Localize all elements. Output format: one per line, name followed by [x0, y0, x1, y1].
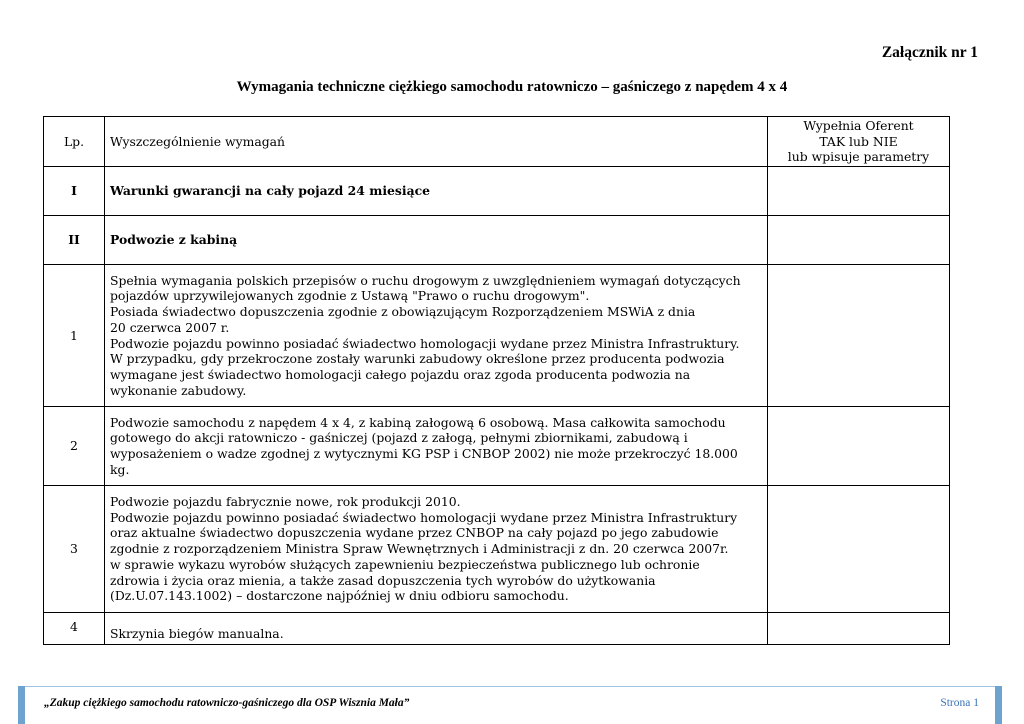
row-spec [105, 486, 768, 613]
spec-line: W przypadku, gdy przekroczone zostały warunki zabudowy określone przez producenta podwozia [110, 351, 725, 367]
table-row [44, 216, 950, 265]
spec-line: Posiada świadectwo dopuszczenia zgodnie z obowiązującym Rozporządzeniem MSWiA z dnia [110, 304, 696, 320]
header-bidder-line: Wypełnia Oferent [803, 117, 914, 133]
row-spec [105, 407, 768, 486]
spec-line: Podwozie pojazdu powinno posiadać świadectwo homologacji wydane przez Ministra Infrastruktury. [110, 335, 740, 351]
page-number: Strona 1 [940, 697, 979, 709]
row-spec [105, 167, 768, 216]
spec-line: (Dz.U.07.143.1002) – dostarczone najpóźniej w dniu odbioru samochodu. [110, 588, 569, 604]
table-row [44, 265, 950, 407]
spec-line: wykonanie zabudowy. [110, 382, 247, 398]
spec-line: oraz aktualne świadectwo dopuszczenia wydane przez CNBOP na cały pojazd po jego zabudowie [110, 525, 719, 541]
table-row [44, 407, 950, 486]
spec-line: kg. [110, 461, 130, 477]
header-spec: Wyszczególnienie wymagań [105, 117, 768, 167]
row-bidder-cell[interactable] [768, 216, 950, 265]
spec-line: zdrowia i życia oraz mienia, a także zasad dopuszczenia tych wyrobów do użytkowania [110, 572, 656, 588]
footer-accent-left [18, 686, 25, 724]
footer-accent-right [995, 686, 1002, 724]
row-lp: II [44, 216, 105, 265]
spec-line: Skrzynia biegów manualna. [110, 626, 284, 642]
header-bidder [768, 117, 950, 167]
spec-line: Spełnia wymagania polskich przepisów o ruchu drogowym z uwzględnieniem wymagań dotyczących [110, 272, 741, 288]
row-spec [105, 265, 768, 407]
annex-label: Załącznik nr 1 [881, 44, 978, 61]
spec-line: 20 czerwca 2007 r. [110, 319, 230, 335]
row-lp: 2 [44, 407, 105, 486]
row-bidder-cell[interactable] [768, 486, 950, 613]
row-lp: 4 [44, 613, 105, 645]
document-title: Wymagania techniczne ciężkiego samochodu ratowniczo – gaśniczego z napędem 4 x 4 [236, 79, 788, 95]
footer-text: „Zakup ciężkiego samochodu ratowniczo-gaśniczego dla OSP Wisznia Mała” [44, 697, 410, 709]
spec-line: zgodnie z rozporządzeniem Ministra Spraw Wewnętrznych i Administracji z dn. 20 czerwca 2007r. [110, 541, 729, 557]
row-lp: 3 [44, 486, 105, 613]
spec-line: Podwozie samochodu z napędem 4 x 4, z kabiną załogową 6 osobową. Masa całkowita samochodu [110, 414, 726, 430]
table-row [44, 613, 950, 645]
spec-line: Podwozie pojazdu powinno posiadać świadectwo homologacji wydane przez Ministra Infrastruktury [110, 509, 738, 525]
requirements-table [43, 116, 950, 645]
spec-line: Warunki gwarancji na cały pojazd 24 miesiące [110, 183, 431, 199]
table-row [44, 486, 950, 613]
table-row [44, 167, 950, 216]
row-bidder-cell[interactable] [768, 167, 950, 216]
row-bidder-cell[interactable] [768, 265, 950, 407]
spec-line: Podwozie pojazdu fabrycznie nowe, rok produkcji 2010. [110, 494, 461, 510]
row-spec [105, 216, 768, 265]
row-bidder-cell[interactable] [768, 613, 950, 645]
table-header-row [44, 117, 950, 167]
spec-line: wymagane jest świadectwo homologacji całego pojazdu oraz zgoda producenta podwozia na [110, 366, 691, 382]
row-bidder-cell[interactable] [768, 407, 950, 486]
spec-line: Podwozie z kabiną [110, 232, 238, 248]
spec-line: wyposażeniem o wadze zgodnej z wytycznymi KG PSP i CNBOP 2002) nie może przekroczyć 18.000 [110, 446, 738, 461]
row-lp: 1 [44, 265, 105, 407]
header-lp: Lp. [44, 117, 105, 167]
row-spec [105, 613, 768, 645]
footer-divider [18, 686, 1002, 687]
spec-line: gotowego do akcji ratowniczo - gaśniczej (pojazd z załogą, pełnymi zbiornikami, zabudową i [110, 430, 688, 446]
spec-line: w sprawie wykazu wyrobów służących zapewnieniu bezpieczeństwa publicznego lub ochronie [110, 556, 700, 572]
row-lp: I [44, 167, 105, 216]
header-bidder-line: lub wpisuje parametry [787, 149, 930, 165]
spec-line: pojazdów uprzywilejowanych zgodnie z Ustawą "Prawo o ruchu drogowym". [110, 288, 590, 304]
header-bidder-line: TAK lub NIE [819, 133, 898, 149]
